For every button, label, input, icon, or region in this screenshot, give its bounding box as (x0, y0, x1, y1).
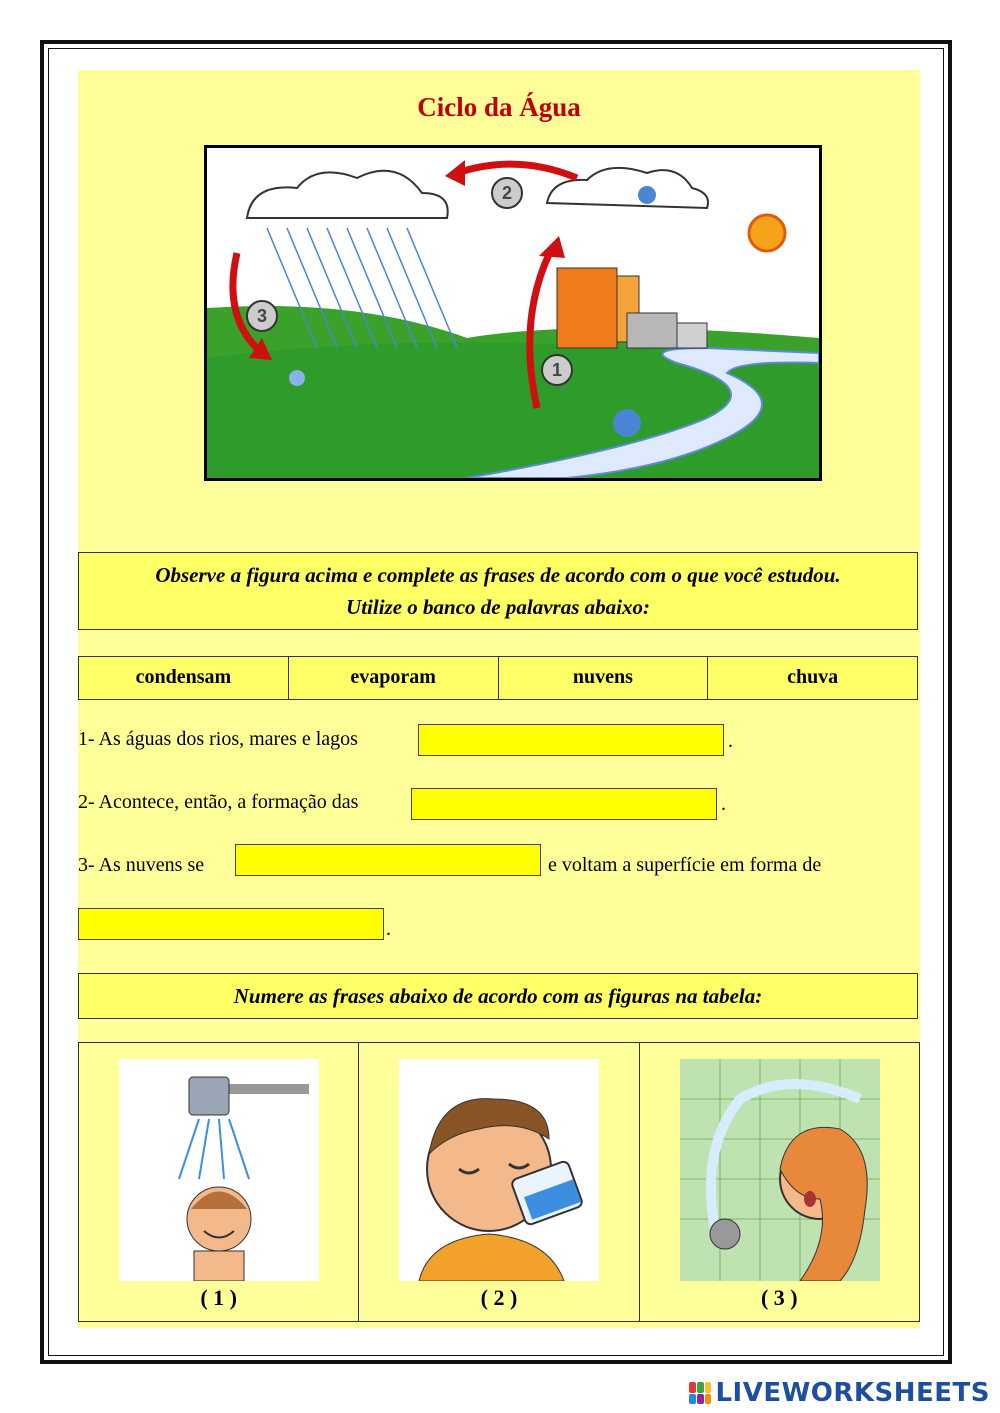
page-title: Ciclo da Água (417, 92, 581, 122)
word-bank-item: condensam (79, 657, 289, 699)
answer-3a-input[interactable] (235, 844, 541, 876)
picture-label-1: ( 1 ) (200, 1285, 237, 1310)
instruction-2-box: Numere as frases abaixo de acordo com as figuras na tabela: (78, 973, 918, 1019)
picture-cell-1 (79, 1043, 359, 1321)
question-1-text: 1- As águas dos rios, mares e lagos (78, 728, 358, 750)
word-bank-item: chuva (708, 657, 917, 699)
word-bank-item: nuvens (499, 657, 709, 699)
picture-cell-2 (359, 1043, 639, 1321)
question-3-text-start: 3- As nuvens se (78, 854, 205, 876)
question-3-text-end: e voltam a superfície em forma de (548, 854, 822, 876)
girl-leaking-pipe-icon (680, 1059, 880, 1281)
liveworksheets-brand[interactable] (689, 1378, 990, 1408)
picture-cell-3 (640, 1043, 919, 1321)
picture-label-2: ( 2 ) (480, 1285, 518, 1310)
answer-1-input[interactable] (418, 724, 724, 756)
picture-label-3: ( 3 ) (760, 1285, 798, 1310)
pictures-table (78, 1042, 920, 1322)
worksheet (78, 70, 920, 1328)
instruction-line-1: Observe a figura acima e complete as frases de acordo com o que você estudou. (155, 563, 841, 587)
period: . (386, 918, 391, 940)
word-bank-item: evaporam (289, 657, 499, 699)
brand-logo-icon (689, 1382, 711, 1404)
brand-text: LIVEWORKSHEETS (715, 1378, 990, 1408)
period: . (728, 730, 733, 752)
instruction-line-2: Utilize o banco de palavras abaixo: (346, 595, 650, 619)
step-3-label: 3 (256, 306, 268, 326)
step-1-label: 1 (551, 360, 563, 380)
shower-child-icon (119, 1059, 319, 1281)
answer-3b-input[interactable] (78, 908, 384, 940)
period: . (721, 793, 726, 815)
boy-drinking-water-icon (399, 1059, 599, 1281)
step-2-label: 2 (501, 183, 513, 203)
answer-2-input[interactable] (411, 788, 717, 820)
word-bank (78, 656, 918, 700)
water-cycle-illustration (204, 145, 822, 481)
question-2-text: 2- Acontece, então, a formação das (78, 791, 359, 813)
instruction-box (78, 552, 918, 630)
